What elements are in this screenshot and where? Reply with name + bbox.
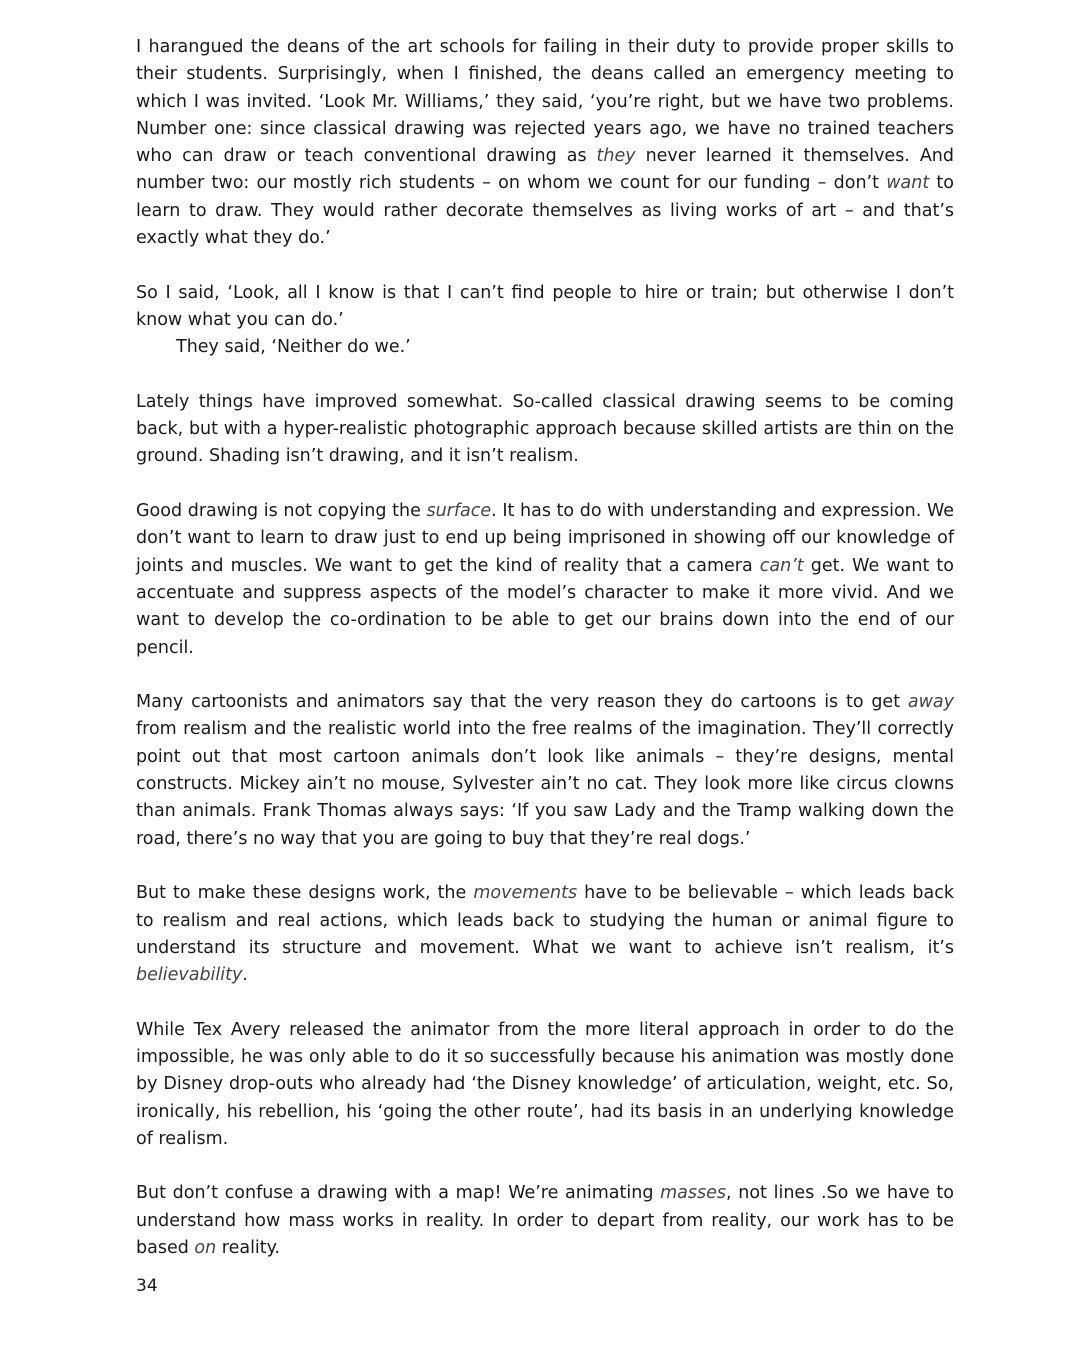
text-run: to learn to draw. They would rather decorate themselves as living works of art – and that’s exactly what they do.’	[136, 173, 954, 249]
emphasis-text: on	[194, 1238, 217, 1259]
paragraph	[136, 880, 954, 989]
text-run: .	[242, 965, 248, 986]
paragraph	[136, 498, 954, 662]
text-run: , not lines .So we have to understand how mass works in reality. In order to depart from reality, our work has to be based	[136, 1183, 955, 1259]
paragraph	[136, 389, 954, 471]
body-text	[136, 34, 954, 1290]
text-run: never learned it themselves. And number two: our mostly rich students – on whom we count for our funding – don’t	[136, 146, 955, 194]
emphasis-text: movements	[473, 883, 578, 904]
paragraph	[136, 34, 954, 252]
paragraph	[136, 1017, 954, 1153]
emphasis-text: surface	[426, 501, 492, 522]
emphasis-text: they	[596, 146, 636, 167]
emphasis-text: want	[886, 173, 930, 194]
text-run: have to be believable – which leads back to realism and real actions, which leads back to studying the human or animal figure to understand its structure and movement. What we want to achieve isn’t realism, it’s	[136, 883, 955, 958]
paragraph	[136, 1180, 954, 1262]
text-run: reality.	[216, 1238, 281, 1259]
text-run: Good drawing is not copying the	[136, 501, 427, 522]
paragraph	[136, 334, 954, 361]
text-run: Lately things have improved somewhat. So-called classical drawing seems to be coming back, but with a hyper-realistic photographic approach because skilled artists are thin on the ground. Shading isn’t drawing, and it isn’t realism.	[136, 391, 954, 467]
text-run: Many cartoonists and animators say that the very reason they do cartoons is to get	[136, 692, 908, 713]
text-run: from realism and the realistic world into the free realms of the imagination. They’ll correctly point out that most cartoon animals don’t look like animals – they’re designs, mental constructs. Mickey ain’t no mouse, Sylvester ain’t no cat. They look more like circus clowns than animals. Frank Thomas always says: ‘If you saw Lady and the Tramp walking down the road, there’s no way that you are going to buy that they’re real dogs.’	[136, 719, 954, 849]
text-run: get. We want to accentuate and suppress aspects of the model’s character to make it more vivid. And we want to develop the co-ordination to be able to get our brains down into the end of our pencil.	[136, 555, 954, 658]
emphasis-text: can’t	[759, 555, 804, 576]
emphasis-text: masses	[660, 1183, 727, 1204]
text-run: They said, ‘Neither do we.’	[176, 337, 411, 358]
text-run: But to make these designs work, the	[136, 883, 474, 904]
text-run: But don’t confuse a drawing with a map! We’re animating	[136, 1183, 661, 1204]
page-number: 34	[136, 1276, 158, 1296]
text-run: So I said, ‘Look, all I know is that I can’t find people to hire or train; but otherwise I don’t know what you can do.’	[136, 282, 954, 330]
emphasis-text: away	[907, 692, 954, 713]
emphasis-text: believability	[136, 965, 243, 986]
text-run: While Tex Avery released the animator from the more literal approach in order to do the impossible, he was only able to do it so successfully because his animation was mostly done by Disney drop-outs who already had ‘the Disney knowledge’ of articulation, weight, etc. So, ironically, his rebellion, his ‘going the other route’, had its basis in an underlying knowledge of realism.	[136, 1019, 954, 1149]
paragraph	[136, 280, 954, 335]
paragraph	[136, 689, 954, 853]
text-run: I harangued the deans of the art schools for failing in their duty to provide proper skills to their students. Surprisingly, when I finished, the deans called an emergency meeting to which I was invited. ‘Look Mr. Williams,’ they said, ‘you’re right, but we have two problems. Number one: since classical drawing was rejected years ago, we have no trained teachers who can draw or teach conventional drawing as	[136, 37, 954, 167]
text-run: . It has to do with understanding and expression. We don’t want to learn to draw just to end up being imprisoned in showing off our knowledge of joints and muscles. We want to get the kind of reality that a camera	[136, 501, 954, 576]
